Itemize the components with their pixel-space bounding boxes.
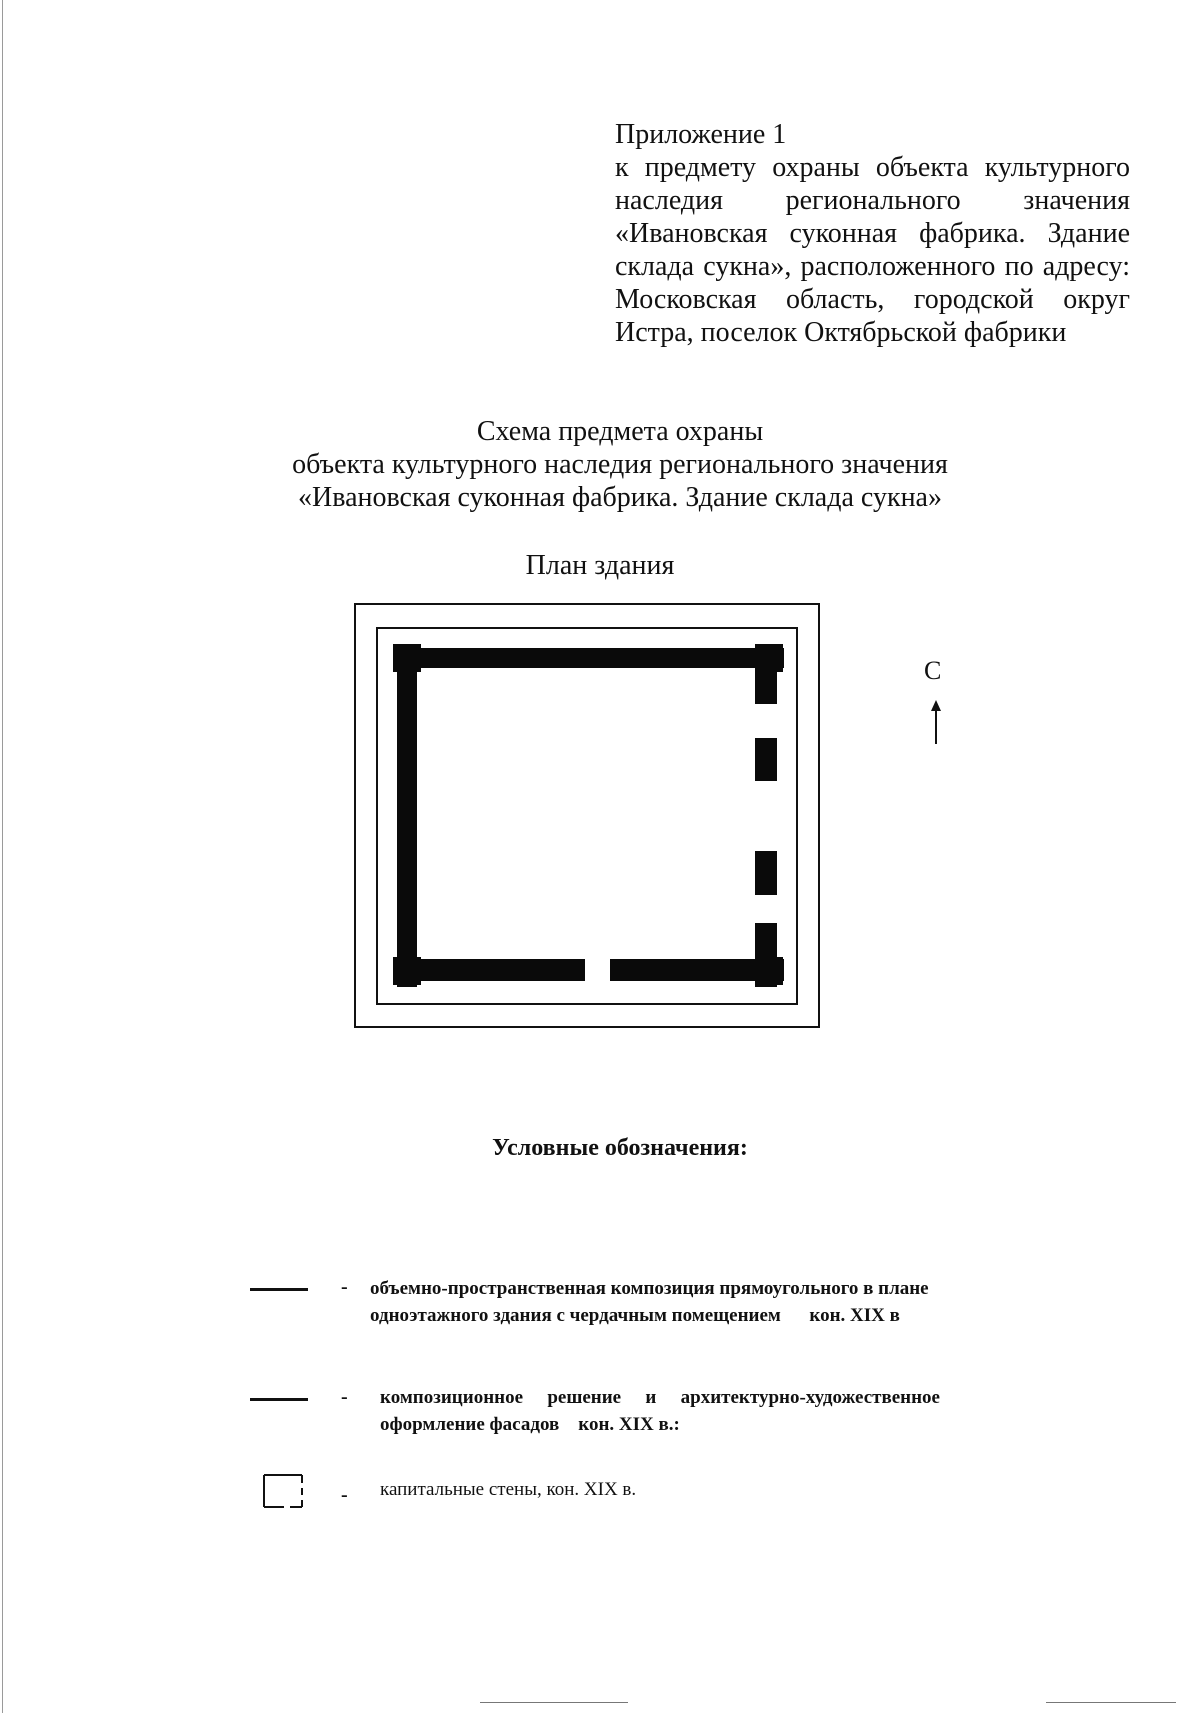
capital-wall-legend-icon	[262, 1473, 304, 1509]
legend-text: одноэтажного здания с чердачным помещением кон. XIX в	[370, 1305, 900, 1326]
corner-pier	[393, 957, 421, 985]
legend-dash: -	[341, 1386, 348, 1408]
appendix-block	[615, 118, 1130, 349]
wall-south-left	[397, 959, 585, 981]
legend-title: Условные обозначения:	[492, 1135, 748, 1161]
wall-west	[397, 648, 417, 987]
wall-north	[397, 648, 784, 668]
appendix-line: наследия регионального значения	[615, 185, 1130, 216]
legend-text: композиционное решение и архитектурно-художественное	[380, 1387, 940, 1408]
north-label: С	[924, 656, 942, 685]
corner-pier	[755, 957, 783, 985]
footer-rule	[1046, 1702, 1176, 1703]
corner-pier	[755, 644, 783, 672]
legend-text: оформление фасадов кон. XIX в.:	[380, 1414, 680, 1435]
title-line-1: Схема предмета охраны	[476, 416, 764, 447]
page-edge	[2, 0, 3, 1713]
appendix-heading: Приложение 1	[615, 119, 787, 150]
appendix-line: склада сукна», расположенного по адресу:	[615, 251, 1130, 282]
appendix-line: «Ивановская суконная фабрика. Здание	[615, 218, 1130, 249]
title-line-3: «Ивановская суконная фабрика. Здание склада сукна»	[298, 482, 942, 513]
legend-text: объемно-пространственная композиция прямоугольного в плане	[370, 1278, 929, 1299]
title-line-2: объекта культурного наследия регионального значения	[292, 449, 948, 480]
document-title	[200, 415, 1040, 514]
north-arrow-icon	[929, 700, 943, 744]
legend-item-composition	[370, 1275, 929, 1329]
wall-east-segment	[755, 738, 777, 781]
appendix-line: Истра, поселок Октябрьской фабрики	[615, 317, 1067, 348]
legend-item-facades	[380, 1384, 940, 1438]
plan-inner-frame	[376, 627, 798, 1005]
footer-rule	[480, 1702, 628, 1703]
legend-item-capital-walls	[380, 1476, 636, 1503]
wall-east-segment	[755, 851, 777, 895]
corner-pier	[393, 644, 421, 672]
appendix-line: Московская область, городской округ	[615, 284, 1130, 315]
legend-dash: -	[341, 1276, 348, 1298]
legend-line-icon	[250, 1398, 308, 1401]
appendix-line: к предмету охраны объекта культурного	[615, 152, 1130, 183]
legend-text: капитальные стены, кон. XIX в.	[380, 1479, 637, 1500]
legend-dash: -	[341, 1484, 348, 1506]
plan-caption: План здания	[525, 550, 675, 581]
legend-line-icon	[250, 1288, 308, 1291]
